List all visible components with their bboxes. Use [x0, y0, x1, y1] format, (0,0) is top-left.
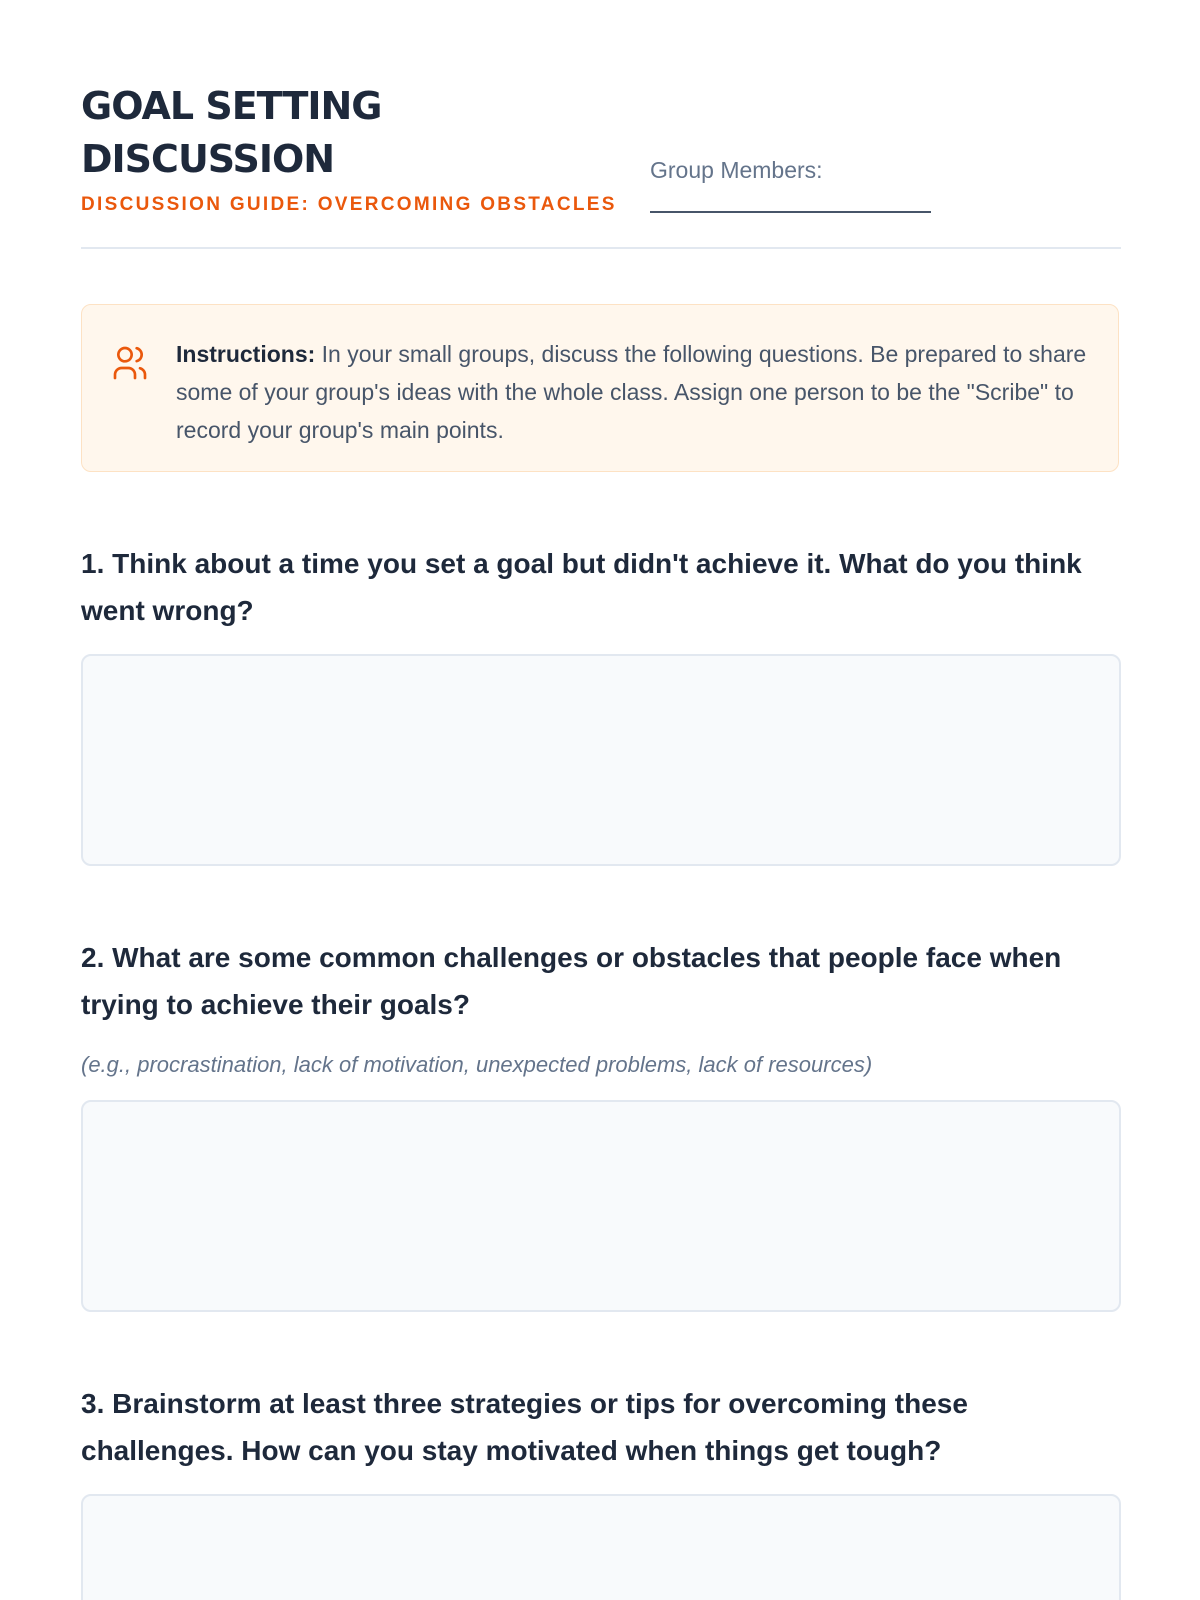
group-members-label: Group Members: [650, 157, 823, 183]
group-members-field [650, 155, 935, 213]
worksheet-header [81, 0, 1121, 250]
question-3-answer-box[interactable] [81, 1494, 1121, 1600]
question-2-hint: (e.g., procrastination, lack of motivation, unexpected problems, lack of resources) [81, 1052, 873, 1077]
question-2 [81, 934, 1121, 1080]
instructions-body: In your small groups, discuss the following questions. Be prepared to share some of your group's ideas with the whole class. Assign one person to be the "Scribe" to record your group's main points. [176, 341, 1087, 443]
question-1 [81, 540, 1121, 634]
instructions-callout [81, 304, 1119, 472]
page-title: GOAL SETTING DISCUSSION [81, 84, 382, 181]
group-members-blank-line[interactable] [650, 211, 931, 213]
header-divider [81, 247, 1121, 249]
page-subtitle: DISCUSSION GUIDE: OVERCOMING OBSTACLES [81, 194, 617, 215]
question-3 [81, 1380, 1121, 1474]
instructions-text [176, 335, 1096, 449]
question-2-answer-box[interactable] [81, 1100, 1121, 1312]
worksheet-page [81, 0, 1121, 1466]
question-3-text: 3. Brainstorm at least three strategies or tips for overcoming these challenges. How can you stay motivated when things get tough? [81, 1388, 968, 1466]
question-1-text: 1. Think about a time you set a goal but didn't achieve it. What do you think went wrong? [81, 548, 1082, 626]
question-1-answer-box[interactable] [81, 654, 1121, 866]
users-icon [110, 343, 150, 383]
question-2-text: 2. What are some common challenges or obstacles that people face when trying to achieve their goals? [81, 942, 1062, 1020]
instructions-label: Instructions: [176, 341, 316, 367]
